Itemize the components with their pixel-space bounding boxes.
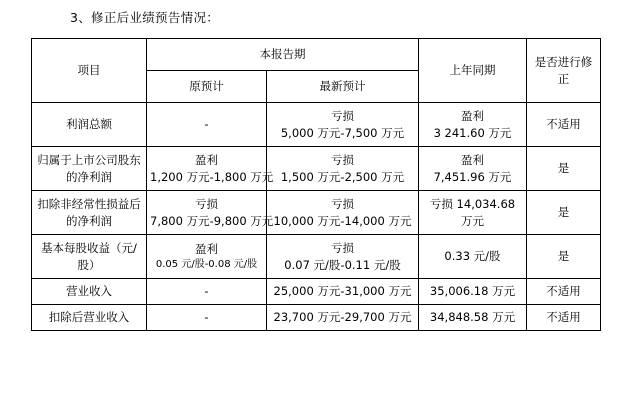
cell-last-year xyxy=(419,235,527,279)
table-row xyxy=(32,191,601,235)
cell-line-1: 盈利 xyxy=(195,152,218,167)
cell-last-year: 34,848.58 万元 xyxy=(419,305,527,331)
cell-latest-estimate: 23,700 万元-29,700 万元 xyxy=(267,305,419,331)
cell-line-1: 盈利 xyxy=(461,152,484,167)
cell-line-2: 5,000 万元-7,500 万元 xyxy=(280,125,405,140)
cell-last-year xyxy=(419,191,527,235)
earnings-forecast-revision-table xyxy=(31,38,601,331)
header-original-estimate: 原预计 xyxy=(147,71,267,103)
cell-last-year xyxy=(419,147,527,191)
row-label: 利润总额 xyxy=(32,103,147,147)
table-row xyxy=(32,235,601,279)
row-label: 归属于上市公司股东的净利润 xyxy=(32,147,147,191)
cell-revised: 是 xyxy=(527,147,601,191)
cell-line-1: 盈利 xyxy=(195,241,218,256)
cell-original-estimate xyxy=(147,147,274,191)
row-label: 扣除非经常性损益后的净利润 xyxy=(32,191,147,235)
cell-line-2: 1,500 万元-2,500 万元 xyxy=(280,169,405,184)
cell-line-1: 0.33 元/股 xyxy=(444,249,501,264)
cell-original-estimate: - xyxy=(147,103,267,147)
table-row xyxy=(32,147,601,191)
cell-line-1: 亏损 xyxy=(331,108,354,123)
cell-latest-estimate: 25,000 万元-31,000 万元 xyxy=(267,279,419,305)
cell-line-1: 亏损 xyxy=(195,196,218,211)
cell-last-year xyxy=(419,103,527,147)
section-heading: 3、修正后业绩预告情况： xyxy=(70,10,220,25)
cell-revised: 不适用 xyxy=(527,305,601,331)
table-header-row-1 xyxy=(32,39,601,71)
header-report-period: 本报告期 xyxy=(147,39,419,71)
row-label: 基本每股收益（元/股） xyxy=(32,235,147,279)
cell-line-1: 盈利 xyxy=(461,108,484,123)
cell-line-1: 亏损 xyxy=(331,240,354,255)
cell-line-2: 1,200 万元-1,800 万元 xyxy=(150,169,274,184)
cell-line-1: 亏损 14,034.68 xyxy=(429,196,516,211)
cell-latest-estimate xyxy=(267,191,419,235)
cell-revised: 是 xyxy=(527,235,601,279)
cell-original-estimate: - xyxy=(147,279,267,305)
cell-line-2: 0.07 元/股-0.11 元/股 xyxy=(284,257,401,272)
header-latest-estimate: 最新预计 xyxy=(267,71,419,103)
cell-line-2: 10,000 万元-14,000 万元 xyxy=(273,213,412,228)
header-revised: 是否进行修正 xyxy=(527,39,601,103)
cell-revised: 是 xyxy=(527,191,601,235)
table-row xyxy=(32,305,601,331)
cell-revised: 不适用 xyxy=(527,103,601,147)
cell-revised: 不适用 xyxy=(527,279,601,305)
row-label: 营业收入 xyxy=(32,279,147,305)
cell-latest-estimate xyxy=(267,103,419,147)
cell-original-estimate xyxy=(147,191,274,235)
row-label: 扣除后营业收入 xyxy=(32,305,147,331)
cell-line-2: 0.05 元/股-0.08 元/股 xyxy=(155,258,258,270)
table-row xyxy=(32,103,601,147)
cell-original-estimate: - xyxy=(147,305,267,331)
cell-line-2: 7,451.96 万元 xyxy=(433,169,512,184)
header-item: 项目 xyxy=(32,39,147,103)
header-last-year: 上年同期 xyxy=(419,39,527,103)
cell-latest-estimate xyxy=(267,235,419,279)
cell-latest-estimate xyxy=(267,147,419,191)
cell-line-1: 亏损 xyxy=(331,152,354,167)
cell-original-estimate xyxy=(147,235,267,279)
cell-line-2: 3 241.60 万元 xyxy=(433,125,512,140)
table-row xyxy=(32,279,601,305)
cell-line-2: 7,800 万元-9,800 万元 xyxy=(150,213,274,228)
cell-line-1: 亏损 xyxy=(331,196,354,211)
cell-last-year: 35,006.18 万元 xyxy=(419,279,527,305)
cell-line-2: 万元 xyxy=(461,213,484,228)
